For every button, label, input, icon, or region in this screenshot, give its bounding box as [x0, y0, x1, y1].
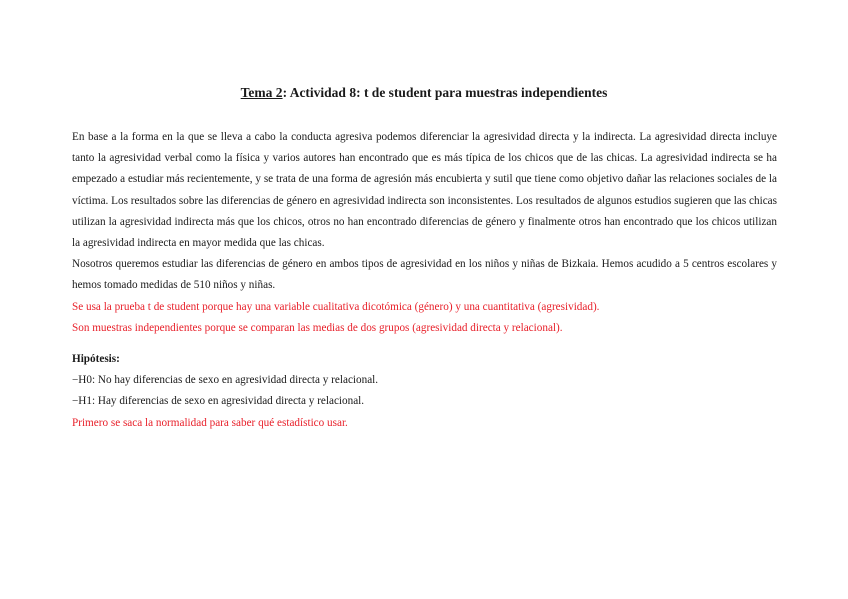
hypothesis-heading: Hipótesis: — [72, 353, 120, 366]
hypothesis-h0: −H0: No hay diferencias de sexo en agresividad directa y relacional. — [72, 374, 379, 387]
t-test-note: Se usa la prueba t de student porque hay una variable cualitativa dicotómica (género) y una cuantitativa (agresividad). — [72, 300, 600, 313]
page-title — [0, 85, 848, 101]
title-rest: : Actividad 8: t de student para muestras independientes — [282, 85, 608, 100]
title-tema: Tema 2 — [240, 85, 283, 100]
hypothesis-h1: −H1: Hay diferencias de sexo en agresividad directa y relacional. — [72, 395, 365, 408]
study-paragraph: Nosotros queremos estudiar las diferencias de género en ambos tipos de agresividad en los niños y niñas de Bizkaia. Hemos acudido a 5 centros escolares y hemos tomado medidas de 510 niños y niñas. — [72, 258, 777, 292]
normality-note: Primero se saca la normalidad para saber qué estadístico usar. — [72, 416, 348, 429]
intro-paragraph: En base a la forma en la que se lleva a cabo la conducta agresiva podemos diferenciar la agresividad directa y la indirecta. La agresividad directa incluye tanto la agresividad verbal como la física y varios autores han encontrado que es más típica de los chicos que de las chicas. La agresividad indirecta se ha empezado a estudiar más recientemente, y se trata de una forma de agresión más encubierta y sutil que tiene como objetivo dañar las relaciones sociales de la víctima. Los resultados sobre las diferencias de género en agresividad indirecta son inconsistentes. Los resultados de algunos estudios sugieren que las chicas utilizan la agresividad indirecta más que los chicos, otros no han encontrado diferencias de género y finalmente otros han encontrado que los chicos utilizan la agresividad indirecta en mayor medida que las chicas. — [72, 131, 777, 250]
document-body — [72, 127, 777, 434]
independent-samples-note: Son muestras independientes porque se comparan las medias de dos grupos (agresividad directa y relacional). — [72, 321, 563, 334]
